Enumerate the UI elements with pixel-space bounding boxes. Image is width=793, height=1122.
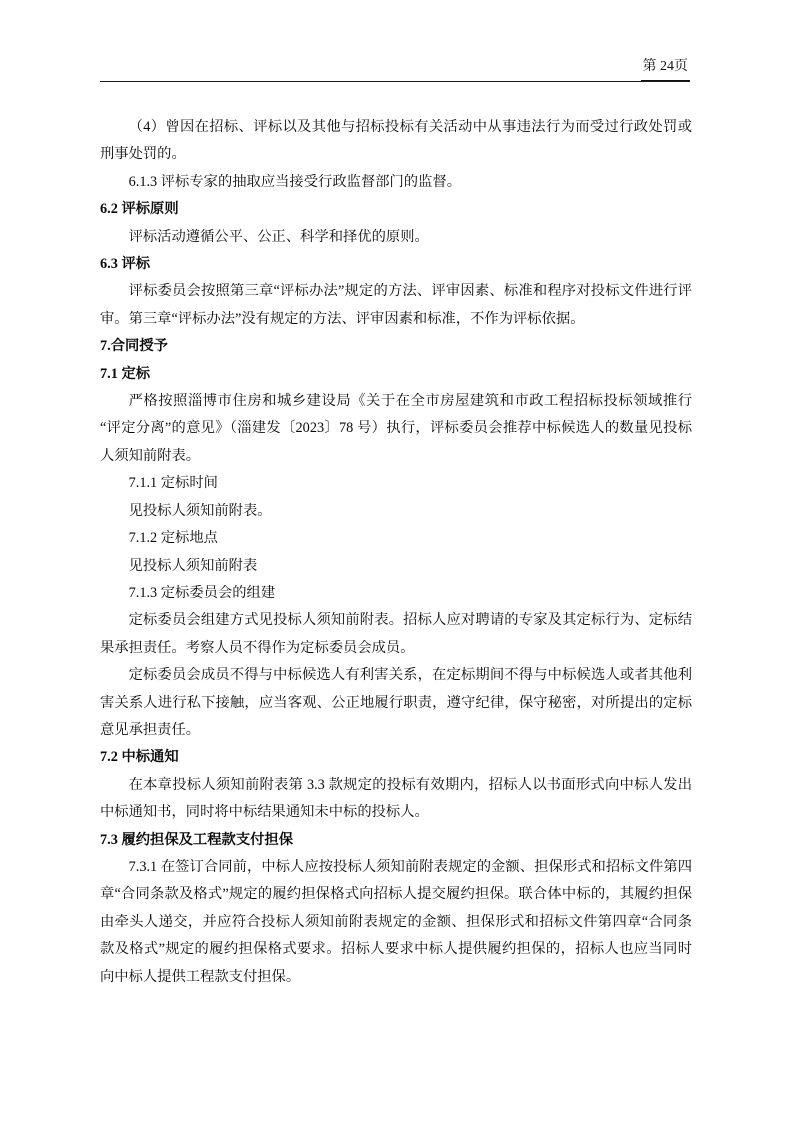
body-paragraph: 7.1.1 定标时间 (128, 475, 218, 492)
section-heading: 6.3 评标 (100, 256, 151, 273)
section-heading: 7.2 中标通知 (100, 749, 179, 766)
section-heading: 6.2 评标原则 (100, 201, 179, 218)
document-body (100, 114, 692, 991)
body-paragraph: 见投标人须知前附表。 (128, 502, 272, 519)
body-paragraph: 7.1.2 定标地点 (128, 530, 218, 547)
body-paragraph: 7.3.1 在签订合同前，中标人应按投标人须知前附表规定的金额、担保形式和招标文件第四章“合同条款及格式”规定的履约担保格式向招标人提交履约担保。联合体中标的，其履约担保由牵头人递交，并应符合投标人须知前附表规定的金额、担保形式和招标文件第四章“合同条款及格式”规定的履约担保格式要求。招标人要求中标人提供履约担保的，招标人也应当同时向中标人提供工程款支付担保。 (100, 858, 692, 985)
body-paragraph: 7.1.3 定标委员会的组建 (128, 584, 276, 601)
section-heading: 7.合同授予 (100, 338, 168, 355)
page-header (100, 55, 690, 81)
body-paragraph: 定标委员会成员不得与中标候选人有利害关系，在定标期间不得与中标候选人或者其他利害关系人进行私下接触，应当客观、公正地履行职责，遵守纪律，保守秘密，对所提出的定标意见承担责任。 (100, 667, 692, 738)
section-heading: 7.3 履约担保及工程款支付担保 (100, 831, 294, 848)
body-paragraph: 评标活动遵循公平、公正、科学和择优的原则。 (128, 228, 429, 245)
body-paragraph: 在本章投标人须知前附表第 3.3 款规定的投标有效期内，招标人以书面形式向中标人发出中标通知书，同时将中标结果通知未中标的投标人。 (100, 776, 692, 821)
body-paragraph: 6.1.3 评标专家的抽取应当接受行政监督部门的监督。 (128, 173, 461, 190)
header-rule (100, 81, 690, 82)
body-paragraph: 定标委员会组建方式见投标人须知前附表。招标人应对聘请的专家及其定标行为、定标结果承担责任。考察人员不得作为定标委员会成员。 (100, 612, 692, 656)
body-paragraph: 评标委员会按照第三章“评标办法”规定的方法、评审因素、标准和程序对投标文件进行评审。第三章“评标办法”没有规定的方法、评审因素和标准，不作为评标依据。 (100, 283, 692, 327)
body-paragraph: （4）曾因在招标、评标以及其他与招标投标有关活动中从事违法行为而受过行政处罚或刑事处罚的。 (100, 119, 692, 163)
body-paragraph: 见投标人须知前附表 (128, 557, 258, 574)
body-paragraph: 严格按照淄博市住房和城乡建设局《关于在全市房屋建筑和市政工程招标投标领域推行“评定分离”的意见》（淄建发〔2023〕78 号）执行，评标委员会推荐中标候选人的数量见投标人须知前附表。 (100, 393, 692, 464)
page-number: 第 24页 (641, 55, 691, 82)
section-heading: 7.1 定标 (100, 365, 151, 382)
